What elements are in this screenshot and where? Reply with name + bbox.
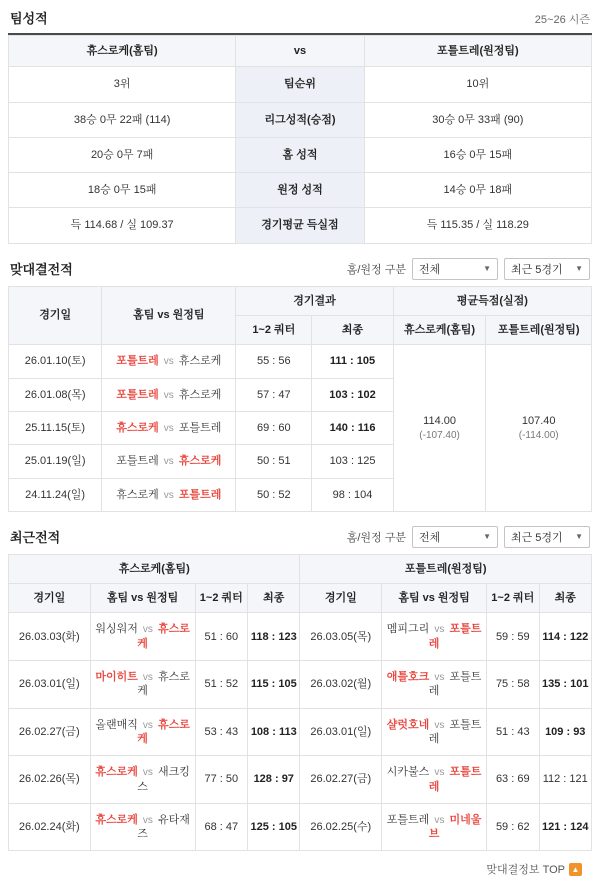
- h2h-table: [8, 286, 592, 512]
- away-team: 휴스로케: [178, 455, 222, 468]
- home-team: 휴스로케: [116, 488, 159, 501]
- home-team: 휴스로케: [116, 421, 159, 434]
- home-team: 휴스로케: [95, 766, 138, 779]
- stat-label: 홈 성적: [236, 137, 364, 172]
- final-score: 121 : 124: [539, 803, 592, 851]
- match-teams: [382, 613, 487, 661]
- recent-title: 최근전적: [10, 530, 61, 546]
- q12-score: 51 : 43: [487, 708, 539, 756]
- match-date: 26.01.08(목): [9, 378, 102, 411]
- final-score: 112 : 121: [539, 756, 592, 804]
- match-date: 26.01.10(토): [9, 345, 102, 378]
- vs-label: vs: [142, 719, 153, 731]
- final-score: [312, 445, 393, 478]
- avg-away-cell: [486, 345, 592, 511]
- recent-range-select[interactable]: [504, 526, 590, 548]
- away-team: 포틀트레: [178, 421, 222, 434]
- team-stats-table: [8, 35, 592, 244]
- chevron-down-icon: ▼: [575, 532, 583, 542]
- away-value: 10위: [364, 67, 591, 102]
- col-match-away: 홈팀 vs 원정팀: [382, 584, 487, 613]
- avg-away-conceded: (-114.00): [518, 429, 559, 441]
- home-value: 3위: [9, 67, 236, 102]
- col-avg-home: 휴스로케(홈팀): [393, 316, 486, 345]
- home-team: 포틀트레: [116, 355, 159, 368]
- stat-label: 원정 성적: [236, 173, 364, 208]
- recent-filters: [347, 526, 590, 548]
- away-team: 새크킹스: [137, 766, 190, 793]
- h2h-title: 맞대결전적: [10, 262, 73, 278]
- match-teams: [90, 756, 195, 804]
- match-teams: [102, 378, 236, 411]
- home-team: 올랜매직: [95, 718, 138, 731]
- match-date: 24.11.24(일): [9, 478, 102, 511]
- q12-score: 53 : 43: [195, 708, 247, 756]
- home-value: 38승 0무 22패 (114): [9, 102, 236, 137]
- vs-label: vs: [434, 672, 445, 684]
- home-value: 득 114.68 / 실 109.37: [9, 208, 236, 243]
- col-final: 최종: [312, 316, 393, 345]
- match-date: 26.02.27(금): [9, 708, 91, 756]
- h2h-range-value: 최근 5경기: [511, 263, 563, 276]
- recent-homeaway-select[interactable]: [412, 526, 498, 548]
- match-teams: [382, 661, 487, 709]
- recent-filter-label: 홈/원정 구분: [346, 531, 406, 544]
- final-score: 103 : 102: [312, 378, 393, 411]
- match-date: 26.03.01(일): [9, 661, 91, 709]
- vs-label: vs: [142, 672, 153, 684]
- home-team: 샬럿호네: [386, 718, 430, 731]
- home-value: 18승 0무 15패: [9, 173, 236, 208]
- vs-label: vs: [142, 814, 153, 826]
- match-date: 26.02.26(목): [9, 756, 91, 804]
- col-avg-away: 포틀트레(원정팀): [486, 316, 592, 345]
- back-to-top[interactable]: [8, 851, 592, 885]
- group-header-row: [9, 554, 592, 583]
- match-teams: [102, 445, 236, 478]
- away-team: 포틀트레: [428, 623, 482, 650]
- final-score: 140 : 116: [312, 411, 393, 444]
- q12-score: 75 : 58: [487, 661, 539, 709]
- h2h-body: [9, 345, 592, 511]
- match-date: 26.03.02(월): [300, 661, 382, 709]
- season-label: 25~26 시즌: [534, 14, 590, 26]
- q12-score: 69 : 60: [236, 411, 312, 444]
- vs-label: vs: [434, 814, 445, 826]
- col-match: 홈팀 vs 원정팀: [102, 286, 236, 345]
- col-final-away: 최종: [539, 584, 592, 613]
- away-team: 포틀트레: [428, 766, 482, 793]
- match-date: 26.03.05(목): [300, 613, 382, 661]
- recent-homeaway-value: 전체: [419, 531, 441, 544]
- col-date: 경기일: [9, 286, 102, 345]
- vs-label: vs: [434, 767, 445, 779]
- vs-label: vs: [163, 389, 174, 401]
- match-date: 25.01.19(일): [9, 445, 102, 478]
- final-score: 135 : 101: [539, 661, 592, 709]
- q12-score: 59 : 59: [487, 613, 539, 661]
- avg-away-value: 107.40: [521, 415, 556, 428]
- recent-range-value: 최근 5경기: [511, 531, 563, 544]
- chevron-down-icon: ▼: [575, 264, 583, 274]
- away-value: 30승 0무 33패 (90): [364, 102, 591, 137]
- q12-score: 57 : 47: [236, 378, 312, 411]
- home-team: 시카불스: [386, 766, 430, 779]
- vs-label: vs: [163, 489, 174, 501]
- match-date: 26.03.03(화): [9, 613, 91, 661]
- q12-score: 55 : 56: [236, 345, 312, 378]
- chevron-down-icon: ▼: [483, 264, 491, 274]
- col-away-team: 포틀트레(원정팀): [364, 36, 591, 67]
- match-teams: [382, 708, 487, 756]
- table-row: [9, 345, 592, 378]
- vs-label: vs: [163, 456, 174, 468]
- col-date-home: 경기일: [9, 584, 91, 613]
- col-q12-away: 1~2 쿼터: [487, 584, 539, 613]
- vs-label: vs: [163, 356, 174, 368]
- table-row: [9, 661, 592, 709]
- q12-score: 59 : 62: [487, 803, 539, 851]
- table-row: [9, 708, 592, 756]
- chevron-down-icon: ▼: [483, 532, 491, 542]
- h2h-filters: [347, 258, 590, 280]
- match-teams: [382, 803, 487, 851]
- team-stats-body: [9, 67, 592, 243]
- table-header-row: [9, 286, 592, 315]
- recent-table: [8, 554, 592, 852]
- h2h-header: [8, 244, 592, 286]
- away-value: 16승 0무 15패: [364, 137, 591, 172]
- group-home-label: 휴스로케(홈팀): [9, 554, 300, 583]
- table-row: [9, 613, 592, 661]
- stat-label: 팀순위: [236, 67, 364, 102]
- table-row: [9, 67, 592, 102]
- away-team: 휴스로케: [137, 623, 190, 650]
- home-value: 20승 0무 7패: [9, 137, 236, 172]
- team-stats-header: [8, 0, 592, 35]
- vs-label: vs: [163, 422, 174, 434]
- col-q12-home: 1~2 쿼터: [195, 584, 247, 613]
- table-row: [9, 208, 592, 243]
- final-score: [312, 478, 393, 511]
- q12-score: 51 : 60: [195, 613, 247, 661]
- col-avg: 평균득점(실점): [393, 286, 591, 315]
- final-score-text: 103 : 125: [329, 455, 376, 468]
- final-score: 108 : 113: [248, 708, 300, 756]
- vs-label: vs: [142, 767, 153, 779]
- home-team: 포틀트레: [116, 455, 159, 468]
- col-match-home: 홈팀 vs 원정팀: [90, 584, 195, 613]
- match-teams: [90, 803, 195, 851]
- col-date-away: 경기일: [300, 584, 382, 613]
- match-teams: [102, 345, 236, 378]
- q12-score: 63 : 69: [487, 756, 539, 804]
- away-value: 득 115.35 / 실 118.29: [364, 208, 591, 243]
- final-score-text: 98 : 104: [332, 488, 373, 501]
- page-title: 팀성적: [10, 11, 48, 26]
- away-team: 휴스로케: [137, 671, 190, 698]
- col-home-team: 휴스로케(홈팀): [9, 36, 236, 67]
- table-row: [9, 756, 592, 804]
- home-team: 마이히트: [95, 671, 138, 684]
- recent-header: [8, 512, 592, 554]
- match-date: 26.02.25(수): [300, 803, 382, 851]
- h2h-homeaway-select[interactable]: [412, 258, 498, 280]
- home-team: 멤피그리: [386, 623, 430, 636]
- col-final-home: 최종: [248, 584, 300, 613]
- match-date: 25.11.15(토): [9, 411, 102, 444]
- col-result: 경기결과: [236, 286, 393, 315]
- table-row: [9, 173, 592, 208]
- q12-score: 77 : 50: [195, 756, 247, 804]
- away-team: 휴스로케: [178, 388, 222, 401]
- avg-home-value: 114.00: [423, 415, 456, 428]
- col-q12: 1~2 쿼터: [236, 316, 312, 345]
- final-score: 115 : 105: [248, 661, 300, 709]
- final-score: 109 : 93: [539, 708, 592, 756]
- away-value: 14승 0무 18패: [364, 173, 591, 208]
- final-score: 128 : 97: [248, 756, 300, 804]
- stat-label: 경기평균 득실점: [236, 208, 364, 243]
- home-team: 포틀트레: [116, 388, 159, 401]
- table-header-row: [9, 36, 592, 67]
- match-date: 26.02.24(화): [9, 803, 91, 851]
- vs-label: vs: [434, 719, 445, 731]
- match-date: 26.03.01(일): [300, 708, 382, 756]
- match-teams: [90, 661, 195, 709]
- home-team: 워싱워저: [95, 623, 138, 636]
- match-teams: [90, 613, 195, 661]
- match-teams: [90, 708, 195, 756]
- away-team: 휴스로케: [137, 718, 190, 745]
- vs-label: vs: [434, 624, 445, 636]
- stat-label: 리그성적(승점): [236, 102, 364, 137]
- away-team: 포틀트레: [428, 718, 482, 745]
- q12-score: 50 : 51: [236, 445, 312, 478]
- q12-score: 68 : 47: [195, 803, 247, 851]
- h2h-filter-label: 홈/원정 구분: [346, 263, 406, 276]
- match-teams: [102, 411, 236, 444]
- table-row: [9, 102, 592, 137]
- group-away-label: 포틀트레(원정팀): [300, 554, 592, 583]
- away-team: 휴스로케: [178, 355, 222, 368]
- q12-score: 51 : 52: [195, 661, 247, 709]
- h2h-homeaway-value: 전체: [419, 263, 441, 276]
- final-score: 114 : 122: [539, 613, 592, 661]
- away-team: 유타재즈: [137, 813, 190, 841]
- home-team: 휴스로케: [95, 813, 138, 826]
- match-date: 26.02.27(금): [300, 756, 382, 804]
- away-team: 미네울브: [428, 813, 482, 841]
- col-vs: vs: [236, 36, 364, 67]
- home-team: 포틀트레: [386, 813, 430, 826]
- avg-home-conceded: (-107.40): [419, 429, 460, 441]
- final-score: 125 : 105: [248, 803, 300, 851]
- final-score: 118 : 123: [248, 613, 300, 661]
- final-score: 111 : 105: [312, 345, 393, 378]
- away-team: 포틀트레: [178, 488, 222, 501]
- arrow-up-icon: ▲: [569, 863, 582, 876]
- vs-label: vs: [142, 624, 153, 636]
- match-teams: [382, 756, 487, 804]
- table-row: [9, 803, 592, 851]
- avg-home-cell: [393, 345, 486, 511]
- away-team: 포틀트레: [428, 671, 482, 698]
- q12-score: 50 : 52: [236, 478, 312, 511]
- recent-body: [9, 613, 592, 851]
- table-header-row: [9, 584, 592, 613]
- home-team: 애틀호크: [386, 671, 430, 684]
- match-teams: [102, 478, 236, 511]
- table-row: [9, 137, 592, 172]
- back-to-top-label: 맞대결정보 TOP: [486, 864, 565, 877]
- h2h-range-select[interactable]: [504, 258, 590, 280]
